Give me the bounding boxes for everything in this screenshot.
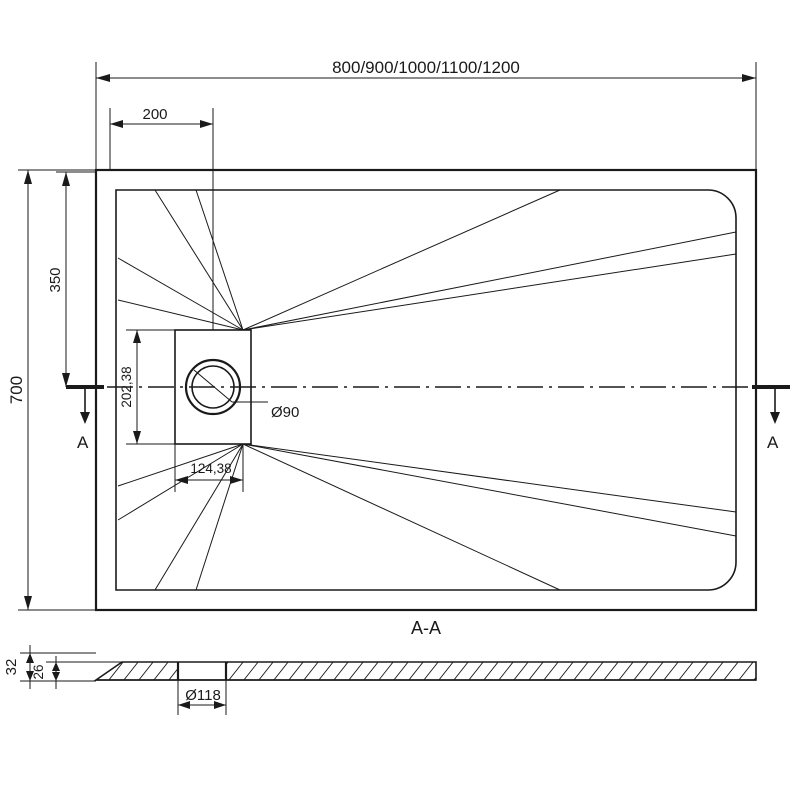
- dim-section-drain-diameter-label: Ø118: [185, 687, 221, 704]
- section-marker-right: [752, 387, 790, 452]
- dim-overall-width-label: 800/900/1000/1100/1200: [332, 58, 520, 77]
- dim-drain-vertical-label: 202,38: [119, 366, 134, 408]
- section-label-left: A: [77, 433, 89, 452]
- dim-section-total-thickness-label: 32: [3, 658, 20, 676]
- dim-drain-horizontal: [175, 444, 243, 492]
- dim-overall-height: [7, 170, 96, 610]
- dim-drain-offset-x: [110, 106, 213, 330]
- dim-section-total-thickness: [3, 645, 96, 689]
- dim-drain-offset-y: [47, 172, 96, 387]
- dim-section-inner-thickness: [31, 656, 122, 689]
- dim-overall-width: [96, 58, 756, 170]
- dim-section-drain-diameter: [178, 680, 226, 715]
- dim-drain-horizontal-label: 124,38: [190, 461, 232, 476]
- slope-lines: [118, 190, 736, 590]
- dim-drain-diameter-top-label: Ø90: [271, 404, 300, 421]
- dim-drain-offset-x-label: 200: [142, 106, 168, 123]
- drain-cross-line: [194, 370, 232, 402]
- section-marker-left: [66, 387, 104, 452]
- dim-overall-height-label: 700: [7, 375, 26, 405]
- section-hatching: [86, 652, 776, 690]
- section-label-right: A: [767, 433, 779, 452]
- dim-section-inner-thickness-label: 26: [31, 664, 46, 680]
- dim-drain-offset-y-label: 350: [47, 267, 64, 293]
- tray-outline: [96, 170, 756, 610]
- dim-drain-diameter-top: [232, 402, 299, 421]
- section-view-title: A-A: [410, 618, 442, 638]
